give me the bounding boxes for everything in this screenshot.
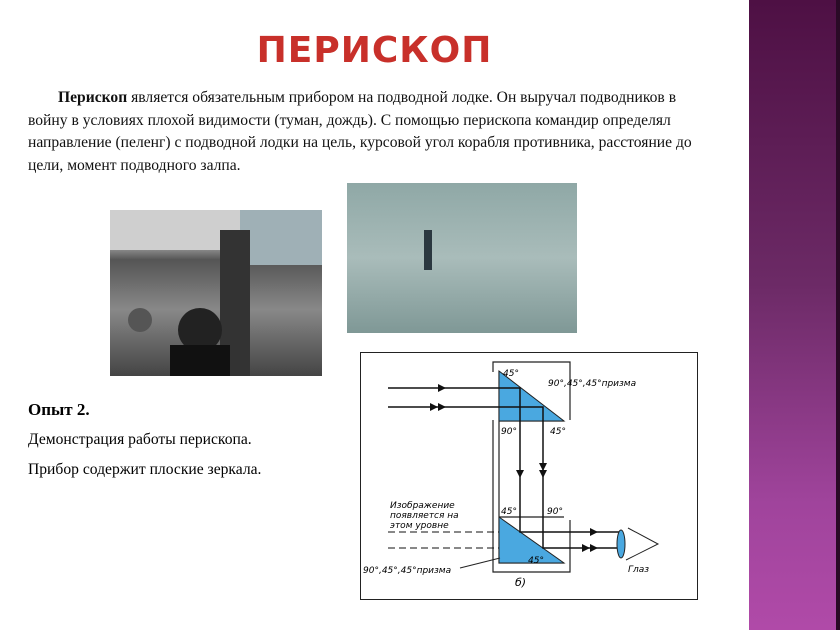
image-note: Изображение bbox=[390, 501, 455, 511]
band-edge bbox=[836, 0, 840, 630]
eye-icon bbox=[617, 528, 658, 560]
angle-label: 45° bbox=[550, 427, 566, 437]
experiment-line: Прибор содержит плоские зеркала. bbox=[28, 461, 262, 478]
prism-label-bottom: 90°,45°,45°призма bbox=[363, 566, 452, 576]
eye-label: Глаз bbox=[628, 565, 650, 575]
periscope-diagram bbox=[360, 352, 698, 600]
angle-label: 45° bbox=[501, 507, 517, 517]
intro-text: является обязательным прибором на подводной лодке. Он выручал подводников в войну в условиях плохой видимости (туман, дождь). С помощью перископа командир определял направление (пеленг) с подводной лодки на цель, курсовой угол корабля противника, расстояние до цели, момент подводного залпа. bbox=[28, 89, 692, 174]
image-note: появляется на bbox=[390, 511, 459, 521]
angle-label: 45° bbox=[503, 369, 519, 379]
image-note: этом уровне bbox=[390, 521, 449, 531]
intro-term: Перископ bbox=[58, 89, 128, 106]
decorative-side-band bbox=[749, 0, 836, 630]
angle-label: 45° bbox=[528, 556, 544, 566]
prism-label-top: 90°,45°,45°призма bbox=[548, 379, 637, 389]
slide-title: ПЕРИСКОП bbox=[256, 30, 493, 71]
experiment-line: Демонстрация работы перископа. bbox=[28, 431, 252, 448]
angle-label: 90° bbox=[501, 427, 517, 437]
intro-paragraph bbox=[28, 87, 718, 177]
submarine-officer-periscope-image bbox=[110, 210, 322, 376]
figure-label: б) bbox=[515, 576, 527, 589]
periscope-above-water-photo bbox=[347, 183, 577, 333]
periscope-tube bbox=[424, 230, 432, 270]
officer-illustration bbox=[110, 210, 322, 376]
experiment-title: Опыт 2. bbox=[28, 400, 90, 419]
angle-label: 90° bbox=[547, 507, 563, 517]
